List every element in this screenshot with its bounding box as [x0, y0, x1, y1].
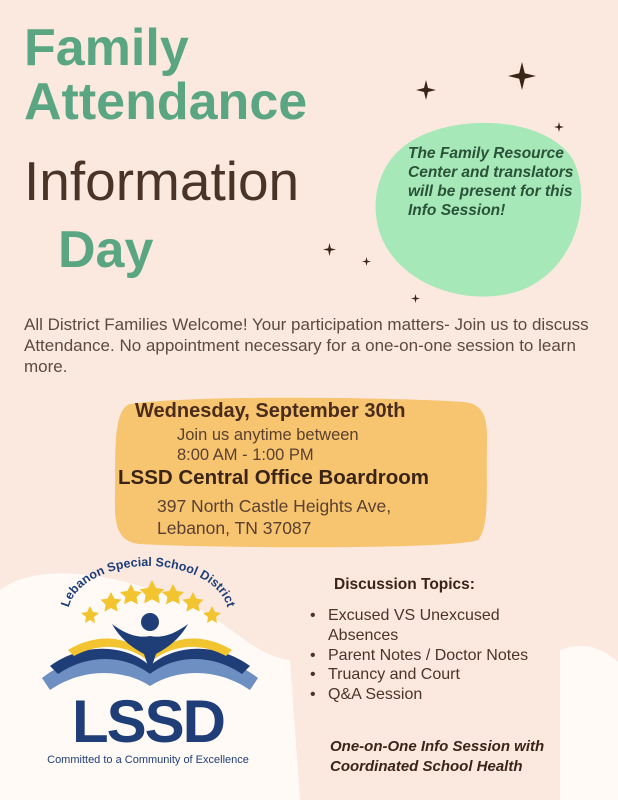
title-line-information: Information — [24, 150, 300, 212]
title-line-day: Day — [58, 221, 154, 279]
event-time: 8:00 AM - 1:00 PM — [177, 446, 314, 464]
svg-text:LSSD: LSSD — [71, 688, 225, 755]
svg-text:Lebanon Special School Distric: Lebanon Special School District — [58, 554, 238, 609]
svg-text:Committed to a Community of Ex: Committed to a Community of Excellence — [47, 754, 249, 766]
list-item: • Excused VS Unexcused Absences — [308, 606, 568, 646]
topics-heading: Discussion Topics: — [334, 576, 475, 593]
footer-note: One-on-One Info Session with Coordinated School Health — [330, 738, 545, 775]
title-line-attendance: Attendance — [24, 73, 308, 131]
list-item: • Parent Notes / Doctor Notes — [308, 646, 568, 666]
sparkle-icon — [362, 257, 371, 266]
event-join-text: Join us anytime between — [177, 426, 359, 444]
event-address-line2: Lebanon, TN 37087 — [157, 518, 312, 538]
sparkle-icon — [411, 294, 420, 303]
topics-list — [308, 606, 568, 705]
sparkle-icon — [323, 243, 336, 256]
sparkle-icon — [554, 122, 564, 132]
sparkle-icon — [508, 62, 536, 90]
sparkle-icon — [416, 80, 436, 100]
event-location: LSSD Central Office Boardroom — [118, 466, 429, 489]
title-line-family: Family — [24, 19, 189, 77]
list-item: • Q&A Session — [308, 685, 568, 705]
event-date: Wednesday, September 30th — [135, 400, 406, 422]
list-item: • Truancy and Court — [308, 665, 568, 685]
event-address-line1: 397 North Castle Heights Ave, — [157, 496, 392, 516]
intro-paragraph: All District Families Welcome! Your participation matters- Join us to discuss Attendance. No appointment necessary for a one-on-one session to learn more. — [24, 315, 589, 376]
lssd-logo — [28, 550, 268, 770]
callout-text: The Family Resource Center and translators will be present for this Info Session! — [408, 145, 574, 219]
